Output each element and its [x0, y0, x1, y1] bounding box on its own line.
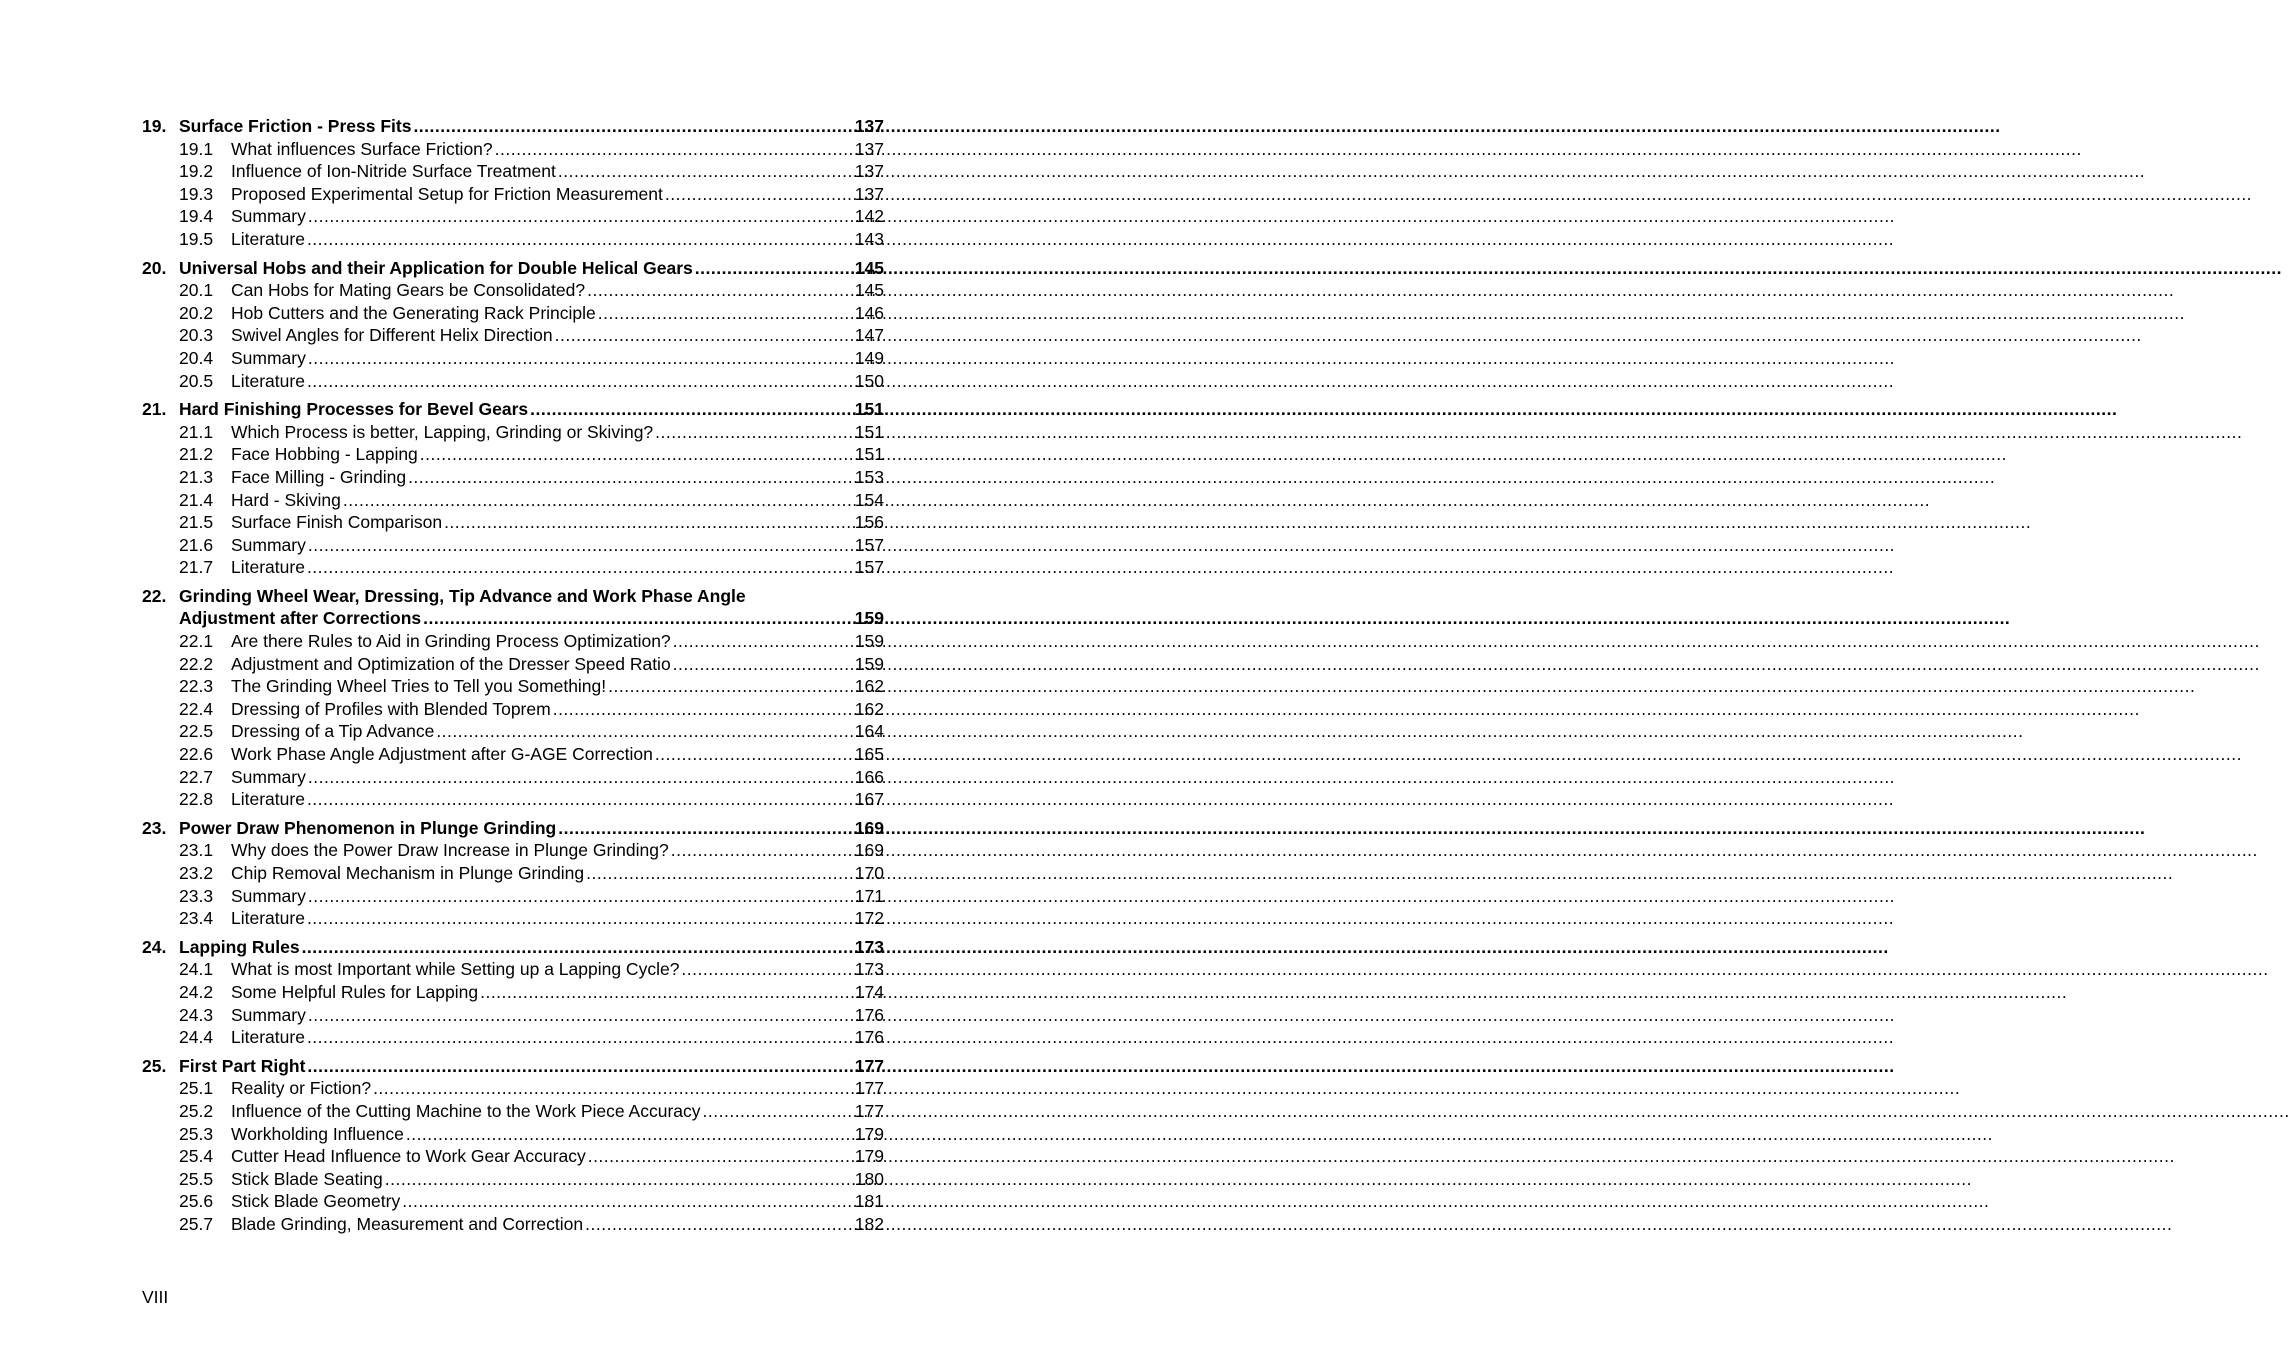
toc-entry[interactable]	[142, 743, 884, 766]
page-number: 156	[854, 512, 884, 533]
section-number: 22.4	[179, 698, 214, 719]
dot-leader	[669, 839, 850, 862]
section-number: 20.2	[179, 302, 214, 323]
toc-entry[interactable]	[142, 347, 884, 370]
section-title: Summary	[231, 766, 306, 787]
toc-entry[interactable]	[142, 630, 884, 653]
page-number: 137	[854, 183, 884, 204]
dot-leader	[493, 138, 850, 161]
page-number: 147	[854, 325, 884, 346]
page-number: 169	[854, 840, 884, 861]
section-title: Face Hobbing - Lapping	[231, 444, 418, 465]
section-number: 22.7	[179, 766, 214, 787]
page-number: 151	[854, 399, 884, 420]
dot-leader	[671, 653, 850, 676]
page-number: 172	[854, 908, 884, 929]
page-number: 162	[854, 676, 884, 697]
page-number: 181	[854, 1191, 884, 1212]
section-number: 22.8	[179, 789, 214, 810]
section-title: Literature	[231, 1027, 305, 1048]
toc-entry[interactable]	[142, 138, 884, 161]
section-number: 25.2	[179, 1100, 214, 1121]
page-number: 149	[854, 347, 884, 368]
toc-entry[interactable]	[142, 1077, 884, 1100]
section-title: Cutter Head Influence to Work Gear Accuracy	[231, 1146, 586, 1167]
page-number: 182	[854, 1213, 884, 1234]
section-title: Swivel Angles for Different Helix Direction	[231, 325, 553, 346]
toc-chapter-24	[142, 936, 884, 1049]
toc-entry[interactable]	[142, 981, 884, 1004]
section-title: Are there Rules to Aid in Grinding Process Optimization?	[231, 631, 671, 652]
page-number: 179	[854, 1123, 884, 1144]
section-title: What is most Important while Setting up a Lapping Cycle?	[231, 959, 680, 980]
page-number: 143	[854, 228, 884, 249]
dot-leader	[663, 183, 850, 206]
page-number: 177	[854, 1055, 884, 1076]
page-number: 145	[854, 257, 884, 278]
chapter-heading[interactable]	[142, 936, 884, 959]
page-number: 137	[854, 161, 884, 182]
section-title: Work Phase Angle Adjustment after G-AGE Correction	[231, 744, 653, 765]
dot-leader	[556, 817, 850, 840]
page-folio: VIII	[142, 1287, 169, 1307]
page-number: 137	[854, 116, 884, 136]
page-number: 165	[854, 744, 884, 765]
section-number: 23.2	[179, 863, 214, 883]
toc-entry[interactable]	[142, 1026, 884, 1049]
section-title: Stick Blade Geometry	[231, 1191, 401, 1212]
toc-entry[interactable]	[142, 370, 884, 393]
page-number: 173	[854, 959, 884, 980]
chapter-title: Hard Finishing Processes for Bevel Gears	[179, 399, 529, 420]
page-number: 146	[854, 302, 884, 323]
toc-entry[interactable]	[142, 489, 884, 512]
section-number: 20.1	[179, 280, 214, 301]
dot-leader	[584, 862, 850, 885]
section-title: Adjustment and Optimization of the Dresser Speed Ratio	[231, 653, 671, 674]
dot-leader	[701, 1100, 850, 1123]
toc-entry[interactable]	[142, 907, 884, 930]
toc-entry[interactable]	[142, 1145, 884, 1168]
dot-leader	[418, 443, 850, 466]
page-number: 142	[854, 206, 884, 227]
page-number: 159	[854, 631, 884, 652]
chapter-number: 23.	[142, 817, 167, 838]
section-title: Influence of the Cutting Machine to the Work Piece Accuracy	[231, 1100, 701, 1121]
chapter-title: Surface Friction - Press Fits	[179, 116, 412, 136]
dot-leader	[434, 720, 850, 743]
toc-entry[interactable]	[142, 885, 884, 908]
chapter-heading[interactable]	[142, 257, 884, 280]
section-number: 21.5	[179, 512, 214, 533]
page-number: 154	[854, 489, 884, 510]
toc-entry[interactable]	[142, 675, 884, 698]
section-number: 22.2	[179, 653, 214, 674]
toc-entry[interactable]	[142, 279, 884, 302]
section-title: Chip Removal Mechanism in Plunge Grinding	[231, 863, 585, 883]
page-number: 164	[854, 721, 884, 742]
section-number: 21.7	[179, 557, 214, 578]
dot-leader	[551, 698, 850, 721]
page-number: 179	[854, 1146, 884, 1167]
dot-leader	[653, 743, 850, 766]
section-number: 24.1	[179, 959, 214, 980]
section-number: 21.4	[179, 489, 214, 510]
dot-leader	[400, 1190, 850, 1213]
page-number: 166	[854, 766, 884, 787]
chapter-heading[interactable]	[142, 115, 884, 138]
dot-leader	[305, 1026, 850, 1049]
page-number: 177	[854, 1078, 884, 1099]
dot-leader	[411, 115, 850, 138]
section-number: 22.6	[179, 744, 214, 765]
dot-leader	[653, 421, 850, 444]
page-number: 174	[854, 981, 884, 1002]
toc-entry[interactable]	[142, 862, 884, 885]
dot-leader	[404, 1123, 850, 1146]
toc-entry[interactable]	[142, 788, 884, 811]
section-title: Literature	[231, 370, 305, 391]
section-title: Summary	[231, 347, 306, 368]
section-number: 21.2	[179, 444, 214, 465]
dot-leader	[341, 489, 850, 512]
dot-leader	[306, 205, 850, 228]
section-number: 19.3	[179, 183, 214, 204]
dot-leader	[406, 466, 850, 489]
section-title: Literature	[231, 557, 305, 578]
chapter-title-line-2: Adjustment after Corrections	[179, 608, 422, 629]
section-number: 24.2	[179, 981, 214, 1002]
page-number: 157	[854, 534, 884, 555]
dot-leader	[306, 766, 850, 789]
section-number: 21.6	[179, 534, 214, 555]
dot-leader	[679, 958, 850, 981]
section-title: Surface Finish Comparison	[231, 512, 443, 533]
page-number: 167	[854, 789, 884, 810]
section-number: 25.1	[179, 1078, 214, 1099]
toc-entry[interactable]	[142, 1100, 884, 1123]
chapter-number: 22.	[142, 585, 167, 606]
chapter-number: 24.	[142, 936, 167, 957]
page-number: 171	[854, 885, 884, 906]
chapter-title: Lapping Rules	[179, 936, 300, 957]
section-number: 21.3	[179, 466, 214, 487]
section-title: Literature	[231, 908, 305, 929]
section-number: 25.7	[179, 1213, 214, 1234]
dot-leader	[671, 630, 850, 653]
toc-chapter-25	[142, 1055, 884, 1236]
dot-leader	[306, 347, 850, 370]
chapter-title-line-1: Grinding Wheel Wear, Dressing, Tip Advance and Work Phase Angle	[179, 585, 746, 606]
dot-leader	[383, 1168, 850, 1191]
dot-leader	[585, 279, 850, 302]
toc-entry[interactable]	[142, 839, 884, 862]
chapter-title: Power Draw Phenomenon in Plunge Grinding	[179, 817, 557, 838]
section-number: 23.1	[179, 840, 214, 861]
toc-chapter-22	[142, 585, 884, 811]
page-number: 173	[854, 936, 884, 957]
section-number: 23.4	[179, 908, 214, 929]
section-title: Dressing of a Tip Advance	[231, 721, 435, 742]
section-title: The Grinding Wheel Tries to Tell you Something!	[231, 676, 607, 697]
dot-leader	[693, 257, 850, 280]
dot-leader	[300, 936, 850, 959]
toc-entry[interactable]	[142, 302, 884, 325]
section-title: Hard - Skiving	[231, 489, 341, 510]
dot-leader	[306, 885, 850, 908]
chapter-number: 25.	[142, 1055, 167, 1076]
page-number: 176	[854, 1004, 884, 1025]
section-title: Reality or Fiction?	[231, 1078, 372, 1099]
section-number: 25.6	[179, 1191, 214, 1212]
dot-leader	[305, 370, 850, 393]
toc-entry[interactable]	[142, 766, 884, 789]
dot-leader	[478, 981, 850, 1004]
toc-entry[interactable]	[142, 421, 884, 444]
section-number: 22.1	[179, 631, 214, 652]
section-title: Face Milling - Grinding	[231, 466, 407, 487]
dot-leader	[371, 1077, 850, 1100]
dot-leader	[306, 1004, 850, 1027]
section-number: 25.3	[179, 1123, 214, 1144]
page-number: 137	[854, 138, 884, 159]
section-number: 25.5	[179, 1168, 214, 1189]
section-number: 19.5	[179, 228, 214, 249]
toc-chapter-19	[142, 115, 884, 251]
chapter-number: 21.	[142, 399, 167, 420]
toc-entry[interactable]	[142, 160, 884, 183]
section-number: 21.1	[179, 421, 214, 442]
section-title: Literature	[231, 789, 305, 810]
dot-leader	[305, 788, 850, 811]
toc-entry[interactable]	[142, 720, 884, 743]
dot-leader	[586, 1145, 850, 1168]
toc-chapter-23	[142, 817, 884, 930]
toc-entry[interactable]	[142, 205, 884, 228]
page-number: 153	[854, 466, 884, 487]
chapter-heading[interactable]	[142, 585, 884, 608]
dot-leader	[305, 228, 850, 251]
section-title: Stick Blade Seating	[231, 1168, 383, 1189]
page-number: 150	[854, 370, 884, 391]
chapter-number: 19.	[142, 116, 167, 136]
toc-entry[interactable]	[142, 556, 884, 579]
section-number: 20.5	[179, 370, 214, 391]
dot-leader	[442, 511, 850, 534]
section-title: Why does the Power Draw Increase in Plunge Grinding?	[231, 840, 669, 861]
section-title: Summary	[231, 1004, 306, 1025]
section-title: Literature	[231, 228, 305, 249]
chapter-number: 20.	[142, 257, 167, 278]
page-number: 162	[854, 698, 884, 719]
section-title: Summary	[231, 206, 306, 227]
section-title: Hob Cutters and the Generating Rack Principle	[231, 302, 596, 323]
dot-leader	[556, 160, 850, 183]
chapter-heading[interactable]	[142, 398, 884, 421]
section-number: 19.4	[179, 206, 214, 227]
dot-leader	[421, 607, 850, 630]
section-title: Workholding Influence	[231, 1123, 404, 1144]
section-title: Some Helpful Rules for Lapping	[231, 981, 479, 1002]
toc-chapter-21	[142, 398, 884, 579]
chapter-title: First Part Right	[179, 1055, 306, 1076]
section-title: Dressing of Profiles with Blended Toprem	[231, 698, 551, 719]
page-number: 151	[854, 444, 884, 465]
section-number: 25.4	[179, 1146, 214, 1167]
toc-entry[interactable]	[142, 324, 884, 347]
page-number: 176	[854, 1027, 884, 1048]
toc-entry[interactable]	[142, 1213, 884, 1236]
toc-entry[interactable]	[142, 1123, 884, 1146]
section-title: Can Hobs for Mating Gears be Consolidated?	[231, 280, 586, 301]
section-number: 19.1	[179, 138, 214, 159]
page-number: 159	[854, 653, 884, 674]
section-number: 24.4	[179, 1027, 214, 1048]
dot-leader	[305, 1055, 850, 1078]
section-title: Influence of Ion-Nitride Surface Treatment	[231, 161, 556, 182]
toc-entry[interactable]	[142, 228, 884, 251]
section-title: Blade Grinding, Measurement and Correction	[231, 1213, 584, 1234]
section-number: 20.4	[179, 347, 214, 368]
page-number: 177	[854, 1100, 884, 1121]
section-title: Which Process is better, Lapping, Grinding or Skiving?	[231, 421, 654, 442]
page-number: 169	[854, 817, 884, 838]
toc-entry[interactable]	[142, 1168, 884, 1191]
toc-entry[interactable]	[142, 1190, 884, 1213]
toc-entry[interactable]	[142, 1004, 884, 1027]
page-number: 159	[854, 608, 884, 629]
dot-leader	[606, 675, 850, 698]
chapter-title: Universal Hobs and their Application for Double Helical Gears	[179, 257, 693, 278]
chapter-heading-continued[interactable]	[142, 607, 884, 630]
section-title: Summary	[231, 885, 306, 906]
page-number: 170	[854, 863, 884, 883]
section-title: Summary	[231, 534, 306, 555]
page-number: 157	[854, 557, 884, 578]
section-number: 20.3	[179, 325, 214, 346]
toc-entry[interactable]	[142, 183, 884, 206]
toc-entry[interactable]	[142, 653, 884, 676]
dot-leader	[596, 302, 850, 325]
dot-leader	[305, 556, 850, 579]
dot-leader	[305, 907, 850, 930]
table-of-contents	[142, 115, 884, 1242]
section-number: 19.2	[179, 161, 214, 182]
section-title: What influences Surface Friction?	[231, 138, 493, 159]
page-number: 180	[854, 1168, 884, 1189]
section-title: Proposed Experimental Setup for Friction Measurement	[231, 183, 663, 204]
page-number: 151	[854, 421, 884, 442]
section-number: 24.3	[179, 1004, 214, 1025]
dot-leader	[528, 398, 850, 421]
toc-entry[interactable]	[142, 511, 884, 534]
toc-chapter-20	[142, 257, 884, 393]
section-number: 22.5	[179, 721, 214, 742]
section-number: 22.3	[179, 676, 214, 697]
dot-leader	[306, 534, 850, 557]
section-number: 23.3	[179, 885, 214, 906]
chapter-heading[interactable]	[142, 1055, 884, 1078]
toc-entry[interactable]	[142, 443, 884, 466]
toc-entry[interactable]	[142, 466, 884, 489]
dot-leader	[553, 324, 850, 347]
toc-entry[interactable]	[142, 698, 884, 721]
page-number: 145	[854, 280, 884, 301]
chapter-heading[interactable]	[142, 817, 884, 840]
dot-leader	[583, 1213, 850, 1236]
toc-entry[interactable]	[142, 958, 884, 981]
toc-entry[interactable]	[142, 534, 884, 557]
